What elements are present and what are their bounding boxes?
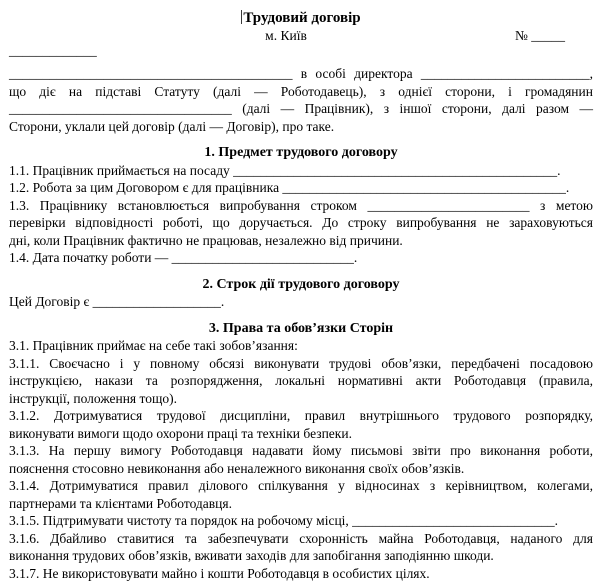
- document-title: [9, 10, 593, 27]
- doc-line: пояснення стосовно невиконання або неналежного виконання своїх обов’язків.: [9, 460, 593, 478]
- doc-line: 3.1.4. Дотримуватися правил ділового спілкування у відносинах з керівництвом, колегами,: [9, 477, 593, 495]
- doc-line: перевірки відповідності роботі, що доручається. До строку випробування не зараховуються: [9, 214, 593, 232]
- doc-line: 1.3. Працівнику встановлюється випробування строком ________________________ з метою: [9, 197, 593, 215]
- doc-line: 3.1.7. Не використовувати майно і кошти Роботодавця в особистих цілях.: [9, 565, 593, 582]
- section-heading: 1. Предмет трудового договору: [9, 144, 593, 162]
- doc-line: 3.1.5. Підтримувати чистоту та порядок на робочому місці, ______________________________.: [9, 512, 593, 530]
- doc-line: що діє на підставі Статуту (далі — Роботодавець), з однієї сторони, і громадянин: [9, 83, 593, 101]
- document-title-text: Трудовий договір: [243, 10, 360, 26]
- document-subheader: [9, 27, 593, 44]
- doc-line: 3.1.2. Дотримуватися трудової дисципліни, правил внутрішнього трудового розпорядку,: [9, 407, 593, 425]
- doc-line: Сторони, уклали цей договір (далі — Договір), про таке.: [9, 118, 593, 136]
- doc-line: інструкції, положення тощо).: [9, 390, 593, 408]
- document-page[interactable]: [0, 10, 600, 578]
- section-heading: 2. Строк дії трудового договору: [9, 276, 593, 294]
- doc-line: 3.1. Працівник приймає на себе такі зобов’язання:: [9, 337, 593, 355]
- doc-line: 1.1. Працівник приймається на посаду ________________________________________________.: [9, 162, 593, 180]
- doc-line: 1.4. Дата початку роботи — ___________________________.: [9, 249, 593, 267]
- doc-line: 3.1.6. Дбайливо ставитися та забезпечувати схоронність майна Роботодавця, наданого для: [9, 530, 593, 548]
- doc-line: 3.1.3. На першу вимогу Роботодавця надавати йому письмові звіти про виконання роботи,: [9, 442, 593, 460]
- doc-line: виконання трудових обов’язків, вживати заходів для запобігання заподіянню шкоди.: [9, 547, 593, 565]
- document-number-blank: № _____: [322, 27, 593, 44]
- doc-line: інструкцією, накази та розпорядження, локальні нормативні акти Роботодавця (правила,: [9, 372, 593, 390]
- document-city: м. Київ: [265, 27, 307, 44]
- date-blank-line: _____________: [9, 44, 593, 57]
- document-viewport: [0, 10, 600, 578]
- doc-line: виконувати вимоги щодо охорони праці та техніки безпеки.: [9, 425, 593, 443]
- section-heading: 3. Права та обов’язки Сторін: [9, 320, 593, 338]
- doc-line: дні, коли Працівник фактично не працював, незалежно від причини.: [9, 232, 593, 250]
- doc-line: __________________________________________ в особі директора _________________________,: [9, 65, 593, 83]
- doc-line: 1.2. Робота за цим Договором є для працівника __________________________________________.: [9, 179, 593, 197]
- doc-line: 3.1.1. Своєчасно і у повному обсязі виконувати трудові обов’язки, передбачені посадовою: [9, 355, 593, 373]
- doc-lines: [9, 65, 593, 582]
- doc-line: _________________________________ (далі — Працівник), з іншої сторони, далі разом —: [9, 100, 593, 118]
- doc-line: Цей Договір є ___________________.: [9, 293, 593, 311]
- doc-line: партнерами та клієнтами Роботодавця.: [9, 495, 593, 513]
